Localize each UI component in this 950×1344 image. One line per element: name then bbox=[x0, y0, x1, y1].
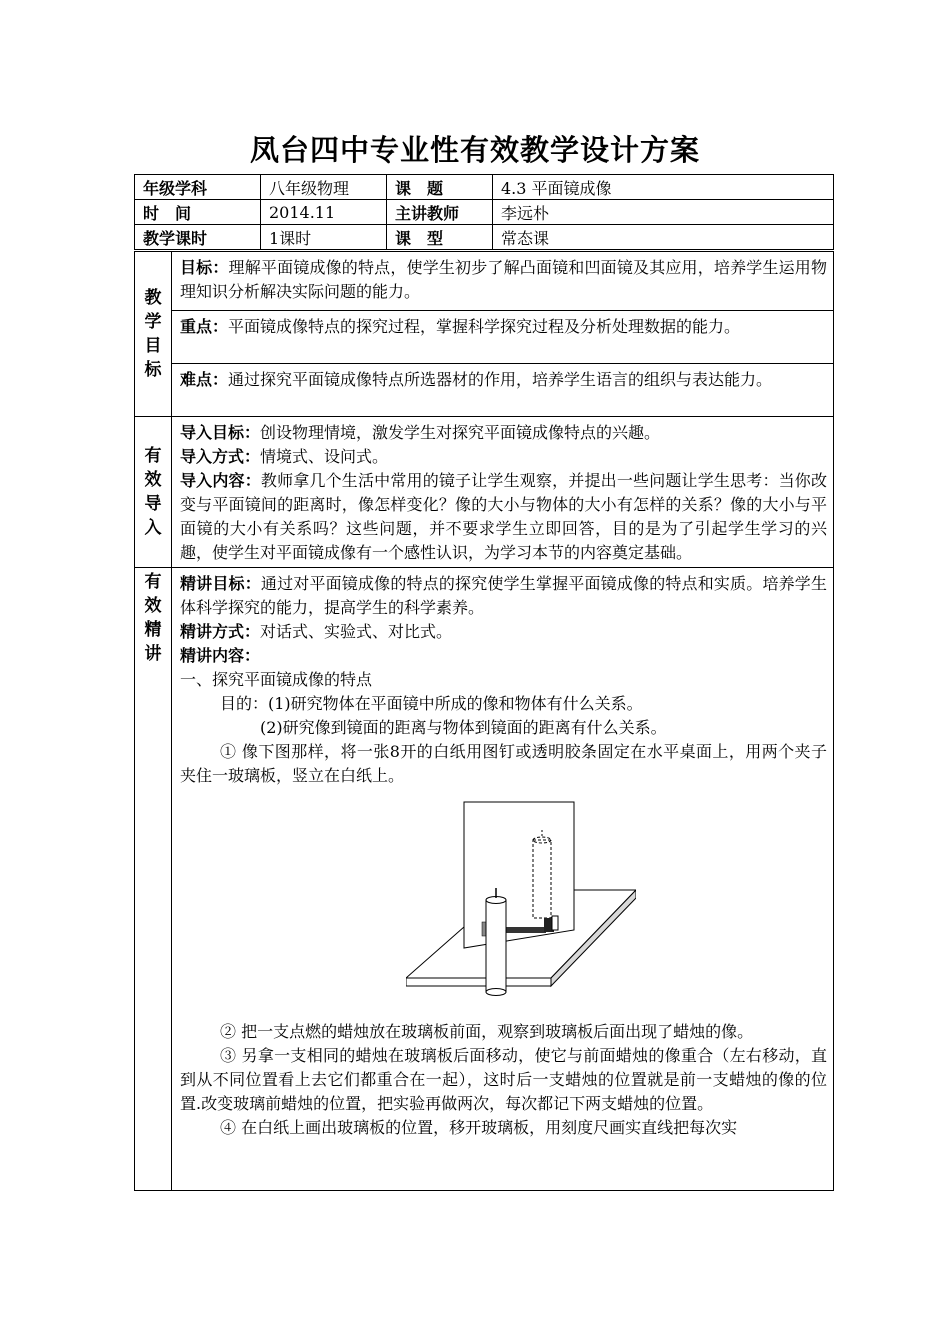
topic-label: 课 题 bbox=[387, 175, 493, 200]
intro-goal: 导入目标：创设物理情境，激发学生对探究平面镜成像特点的兴趣。 bbox=[180, 423, 661, 442]
board-front-edge bbox=[406, 978, 551, 986]
hours-label: 教学课时 bbox=[135, 225, 261, 250]
intro-content bbox=[172, 417, 834, 568]
lecture-step-1: ① 像下图那样，将一张8开的白纸用图钉或透明胶条固定在水平桌面上，用两个夹子夹住一玻璃板，竖立在白纸上。 bbox=[180, 742, 827, 785]
time-label: 时 间 bbox=[135, 200, 261, 225]
grade-label: 年级学科 bbox=[135, 175, 261, 200]
key-text: 平面镜成像特点的探究过程，掌握科学探究过程及分析处理数据的能力。 bbox=[228, 317, 741, 336]
front-candle-base bbox=[486, 989, 506, 996]
lecture-step-3: ③ 另拿一支相同的蜡烛在玻璃板后面移动，使它与前面蜡烛的像重合（左右移动，直到从不同位置看上去它们都重合在一起），这时后一支蜡烛的位置就是前一支蜡烛的像的位置.改变玻璃前蜡烛的位置，把实验再做两次，每次都记下两支蜡烛的位置。 bbox=[180, 1046, 827, 1113]
type-label: 课 型 bbox=[387, 225, 493, 250]
objectives-hard bbox=[172, 364, 834, 417]
hard-label: 难点： bbox=[180, 370, 229, 389]
main-table bbox=[134, 251, 834, 1191]
intro-body: 导入内容：教师拿几个生活中常用的镜子让学生观察，并提出一些问题让学生思考：当你改变与平面镜间的距离时，像怎样变化？像的大小与物体的大小有怎样的关系？像的大小与平面镜的大小有关系吗？这些问题，并不要求学生立即回答，目的是为了引起学生学习的兴趣，使学生对平面镜成像有一个感性认识，为学习本节的内容奠定基础。 bbox=[180, 471, 827, 562]
hours-value: 1课时 bbox=[261, 225, 387, 250]
lecture-row bbox=[135, 568, 834, 1191]
intro-side-label: 有 效 导 入 bbox=[135, 417, 172, 568]
objectives-goal bbox=[172, 252, 834, 311]
front-candle bbox=[486, 900, 506, 992]
lecture-side-label: 有 效 精 讲 bbox=[135, 568, 172, 1191]
lecture-purpose-2: (2)研究像到镜面的距离与物体到镜面的距离有什么关系。 bbox=[260, 718, 667, 737]
info-row-1 bbox=[135, 175, 834, 200]
objectives-side-label: 教 学 目 标 bbox=[135, 252, 172, 417]
lecture-heading: 一、探究平面镜成像的特点 bbox=[180, 670, 373, 689]
objectives-row-key bbox=[135, 311, 834, 364]
lecture-step-2: ② 把一支点燃的蜡烛放在玻璃板前面，观察到玻璃板后面出现了蜡烛的像。 bbox=[220, 1022, 754, 1041]
hard-text: 通过探究平面镜成像特点所选器材的作用，培养学生语言的组织与表达能力。 bbox=[228, 370, 773, 389]
time-value: 2014.11 bbox=[261, 200, 387, 225]
page-title: 凤台四中专业性有效教学设计方案 bbox=[249, 133, 700, 167]
info-table bbox=[134, 174, 834, 250]
info-row-2 bbox=[135, 200, 834, 225]
experiment-figure bbox=[180, 792, 827, 1014]
goal-label: 目标： bbox=[180, 258, 229, 277]
lecture-step-4: ④ 在白纸上画出玻璃板的位置，移开玻璃板，用刻度尺画实直线把每次实 bbox=[220, 1118, 738, 1137]
objectives-key bbox=[172, 311, 834, 364]
lecture-content-label: 精讲内容： bbox=[180, 646, 261, 665]
objectives-row-goal bbox=[135, 252, 834, 311]
goal-text: 理解平面镜成像的特点，使学生初步了解凸面镜和凹面镜及其应用，培养学生运用物理知识分析解决实际问题的能力。 bbox=[180, 258, 827, 301]
lecture-content bbox=[172, 568, 834, 1191]
grade-value: 八年级物理 bbox=[261, 175, 387, 200]
lecture-method: 精讲方式：对话式、实验式、对比式。 bbox=[180, 622, 453, 641]
objectives-row-hard bbox=[135, 364, 834, 417]
intro-method: 导入方式：情境式、设问式。 bbox=[180, 447, 389, 466]
type-value: 常态课 bbox=[493, 225, 834, 250]
key-label: 重点： bbox=[180, 317, 229, 336]
lecture-goal: 精讲目标：通过对平面镜成像的特点的探究使学生掌握平面镜成像的特点和实质。培养学生体科学探究的能力，提高学生的科学素养。 bbox=[180, 574, 827, 617]
topic-value: 4.3 平面镜成像 bbox=[493, 175, 834, 200]
intro-row bbox=[135, 417, 834, 568]
teacher-label: 主讲教师 bbox=[387, 200, 493, 225]
lecture-purpose-1: 目的：(1)研究物体在平面镜中所成的像和物体有什么关系。 bbox=[220, 694, 643, 713]
info-row-3 bbox=[135, 225, 834, 250]
teacher-value: 李远朴 bbox=[493, 200, 834, 225]
clip-right-block bbox=[552, 916, 558, 930]
mirror-experiment-illustration bbox=[406, 800, 636, 1000]
